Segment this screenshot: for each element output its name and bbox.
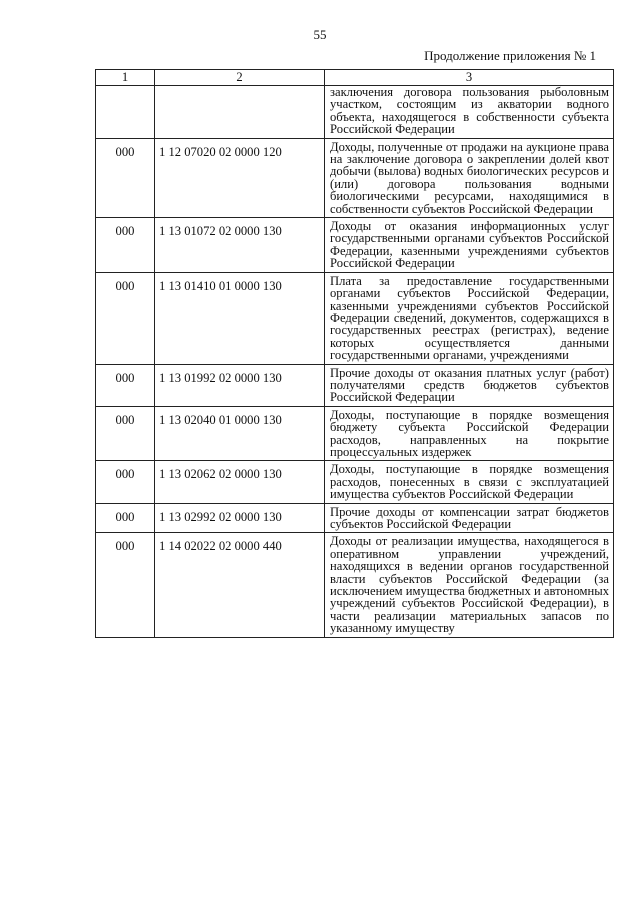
revenue-name-cell: Доходы от оказания информационных услуг государственными органами субъектов Российской Федерации, казенными учреждениями субъектов Российской Федерации xyxy=(325,218,614,273)
budget-code-cell: 1 13 02040 01 0000 130 xyxy=(155,406,325,461)
revenue-codes-table xyxy=(95,69,614,638)
admin-code-cell: 000 xyxy=(96,503,155,533)
column-header-1: 1 xyxy=(96,70,155,86)
admin-code-cell xyxy=(96,86,155,139)
table-row xyxy=(96,461,614,503)
table-header-row xyxy=(96,70,614,86)
revenue-name-cell: Плата за предоставление государственными органами субъектов Российской Федерации, казенными учреждениями субъектов Российской Федерации сведений, документов, содержащихся в государственных реестрах (регистрах), ведение которых осуществляется данными государственными органами, учреждениями xyxy=(325,272,614,364)
revenue-name-cell: Доходы, поступающие в порядке возмещения расходов, понесенных в связи с эксплуатацией имущества субъектов Российской Федерации xyxy=(325,461,614,503)
page-number: 55 xyxy=(313,27,327,42)
revenue-name-cell: Прочие доходы от оказания платных услуг (работ) получателями средств бюджетов субъектов Российской Федерации xyxy=(325,364,614,406)
table-row xyxy=(96,406,614,461)
budget-code-cell: 1 13 01410 01 0000 130 xyxy=(155,272,325,364)
column-header-3: 3 xyxy=(325,70,614,86)
revenue-name-cell: Доходы, полученные от продажи на аукционе права на заключение договора о закреплении долей квот добычи (вылова) водных биологических ресурсов и (или) договора пользования водными биологическими ресурсами, находящимися в собственности субъектов Российской Федерации xyxy=(325,138,614,217)
budget-code-cell: 1 13 01992 02 0000 130 xyxy=(155,364,325,406)
revenue-name-cell: заключения договора пользования рыболовным участком, состоящим из акватории водного объекта, находящегося в собственности субъекта Российской Федерации xyxy=(325,86,614,139)
table-row xyxy=(96,503,614,533)
table-row xyxy=(96,218,614,273)
admin-code-cell: 000 xyxy=(96,138,155,217)
budget-code-cell xyxy=(155,86,325,139)
table-row xyxy=(96,272,614,364)
admin-code-cell: 000 xyxy=(96,364,155,406)
admin-code-cell: 000 xyxy=(96,461,155,503)
table-row xyxy=(96,364,614,406)
budget-code-cell: 1 12 07020 02 0000 120 xyxy=(155,138,325,217)
admin-code-cell: 000 xyxy=(96,406,155,461)
admin-code-cell: 000 xyxy=(96,218,155,273)
appendix-continuation-label: Продолжение приложения № 1 xyxy=(424,48,596,63)
column-header-2: 2 xyxy=(155,70,325,86)
budget-code-cell: 1 13 02992 02 0000 130 xyxy=(155,503,325,533)
revenue-name-cell: Прочие доходы от компенсации затрат бюджетов субъектов Российской Федерации xyxy=(325,503,614,533)
budget-code-cell: 1 13 01072 02 0000 130 xyxy=(155,218,325,273)
table-row xyxy=(96,86,614,139)
budget-code-cell: 1 13 02062 02 0000 130 xyxy=(155,461,325,503)
admin-code-cell: 000 xyxy=(96,533,155,637)
budget-code-cell: 1 14 02022 02 0000 440 xyxy=(155,533,325,637)
revenue-name-cell: Доходы от реализации имущества, находящегося в оперативном управлении учреждений, находящихся в ведении органов государственной власти субъектов Российской Федерации (за исключением имущества бюджетных и автономных учреждений субъектов Российской Федерации), в части реализации материальных запасов по указанному имуществу xyxy=(325,533,614,637)
revenue-name-cell: Доходы, поступающие в порядке возмещения бюджету субъекта Российской Федерации расходов, направленных на покрытие процессуальных издержек xyxy=(325,406,614,461)
table-row xyxy=(96,138,614,217)
table-row xyxy=(96,533,614,637)
admin-code-cell: 000 xyxy=(96,272,155,364)
